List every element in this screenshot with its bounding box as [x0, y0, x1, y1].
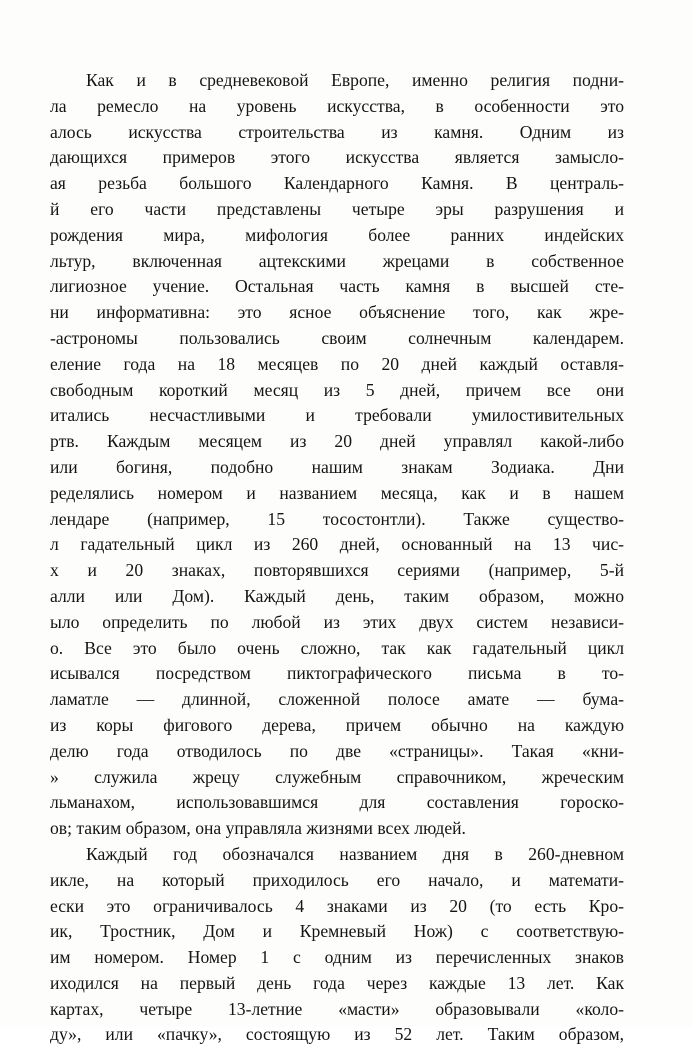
text-line: льманахом, использовавшимся для составления гороско- [50, 792, 624, 813]
text-line: Каждый год обозначался названием дня в 260-дневном [86, 843, 624, 864]
text-line: ртв. Каждым месяцем из 20 дней управлял какой-либо [50, 431, 624, 452]
text-line: » служила жрецу служебным справочником, жреческим [50, 766, 624, 787]
text-line: ду», или «пачку», состоящую из 52 лет. Таким образом, [50, 1024, 624, 1045]
text-line: итались несчастливыми и требовали умилостивительных [50, 405, 624, 426]
text-line: ни информативна: это ясное объяснение того, как жре- [50, 302, 624, 323]
text-line: алось искусства строительства из камня. Одним из [50, 121, 624, 142]
text-line: ик, Тростник, Дом и Кремневый Нож) с соответствую- [50, 921, 624, 942]
text-line: -астрономы пользовались своим солнечным календарем. [50, 327, 624, 348]
text-line: о. Все это было очень сложно, так как гадательный цикл [50, 637, 624, 658]
text-line: картах, четыре 13-летние «масти» образовывали «коло- [50, 998, 624, 1019]
text-line: из коры фигового дерева, причем обычно на каждую [50, 714, 624, 735]
text-line: Как и в средневековой Европе, именно религия подни- [86, 70, 624, 90]
text-line: льтур, включенная ацтекскими жрецами в собственное [50, 250, 624, 271]
paragraph-1 [50, 68, 624, 842]
text-line: еление года на 18 месяцев по 20 дней каждый оставля- [50, 353, 624, 374]
text-line: л гадательный цикл из 260 дней, основанный на 13 чис- [50, 534, 624, 555]
text-line: ая резьба большого Календарного Камня. В централь- [50, 173, 624, 194]
text-line: ески это ограничивалось 4 знаками из 20 (то есть Кро- [50, 895, 624, 916]
text-line: или богиня, подобно нашим знакам Зодиака. Дни [50, 456, 624, 477]
text-line: ов; таким образом, она управляла жизнями всех людей. [50, 818, 466, 839]
text-line: ла ремесло на уровень искусства, в особенности это [50, 95, 624, 116]
text-line: делю года отводилось по две «страницы». Такая «кни- [50, 740, 624, 761]
text-line: свободным короткий месяц из 5 дней, причем все они [50, 379, 624, 400]
text-line: дающихся примеров этого искусства является замысло- [50, 147, 624, 168]
text-line: ламатле — длинной, сложенной полосе амате — бума- [50, 689, 624, 710]
text-line: икле, на который приходилось его начало, и математи- [50, 869, 624, 890]
text-line: лигиозное учение. Остальная часть камня в высшей сте- [50, 276, 624, 297]
text-line: иходился на первый день года через каждые 13 лет. Как [50, 972, 624, 993]
text-line: им номером. Номер 1 с одним из перечисленных знаков [50, 947, 624, 968]
text-line: ределялись номером и названием месяца, как и в нашем [50, 482, 624, 503]
text-line: рождения мира, мифология более ранних индейских [50, 224, 624, 245]
body-text [50, 68, 624, 1048]
text-line: исывался посредством пиктографического письма в то- [50, 663, 624, 684]
text-line: алли или Дом). Каждый день, таким образом, можно [50, 585, 624, 606]
text-line: ыло определить по любой из этих двух систем независи- [50, 611, 624, 632]
text-line: х и 20 знаках, повторявшихся сериями (например, 5-й [50, 560, 624, 581]
paragraph-2 [50, 842, 624, 1048]
text-line: й его части представлены четыре эры разрушения и [50, 198, 624, 219]
text-line: лендаре (например, 15 тосостонтли). Также существо- [50, 508, 624, 529]
